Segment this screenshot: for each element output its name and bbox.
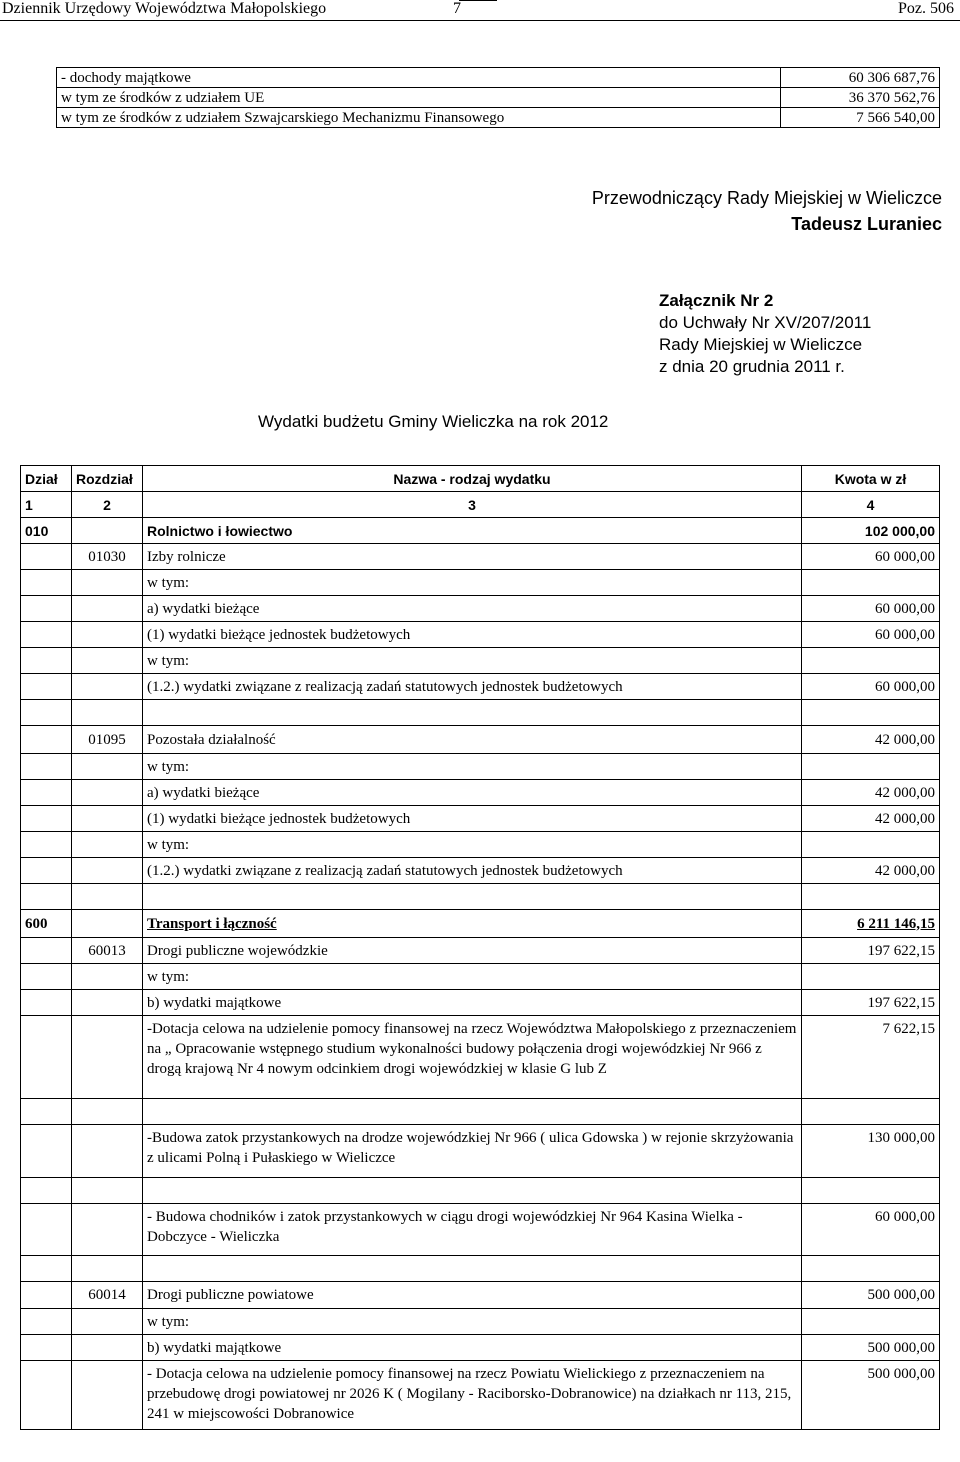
cell-nazwa: w tym: [143, 832, 802, 858]
cell-kwota: 60 000,00 [802, 1204, 940, 1256]
dash-right [459, 0, 497, 1]
table-row [21, 700, 940, 726]
annex-block [659, 290, 871, 378]
cell-rozdzial [72, 700, 143, 726]
cell-kwota: 42 000,00 [802, 726, 940, 754]
cell-kwota [802, 1099, 940, 1125]
cell-dzial [21, 1335, 72, 1361]
table-row [21, 570, 940, 596]
cell-dzial [21, 806, 72, 832]
cell-kwota: 42 000,00 [802, 806, 940, 832]
cell-nazwa: a) wydatki bieżące [143, 596, 802, 622]
cell-nazwa: Transport i łączność [143, 910, 802, 938]
cell-rozdzial [72, 1361, 143, 1430]
annex-title: Załącznik Nr 2 [659, 291, 774, 310]
column-number: 3 [143, 492, 802, 518]
table-row [21, 832, 940, 858]
summary-value: 36 370 562,76 [781, 88, 940, 108]
summary-label: w tym ze środków z udziałem Szwajcarskiego Mechanizmu Finansowego [57, 108, 781, 128]
cell-nazwa: - Budowa chodników i zatok przystankowych w ciągu drogi wojewódzkiej Nr 964 Kasina Wielka - Dobczyce - Wieliczka [143, 1204, 802, 1256]
header-nazwa: Nazwa - rodzaj wydatku [143, 466, 802, 492]
cell-rozdzial [72, 990, 143, 1016]
table-row [21, 622, 940, 648]
table-row [21, 1016, 940, 1099]
cell-kwota: 6 211 146,15 [802, 910, 940, 938]
cell-dzial [21, 832, 72, 858]
cell-kwota [802, 648, 940, 674]
table-row [21, 806, 940, 832]
cell-rozdzial [72, 1256, 143, 1282]
cell-nazwa [143, 884, 802, 910]
annex-line: do Uchwały Nr XV/207/2011 [659, 313, 872, 332]
cell-dzial [21, 754, 72, 780]
cell-rozdzial [72, 1016, 143, 1099]
annex-line: z dnia 20 grudnia 2011 r. [659, 357, 845, 376]
cell-dzial [21, 1125, 72, 1178]
cell-rozdzial [72, 1178, 143, 1204]
table-row [21, 780, 940, 806]
cell-kwota [802, 832, 940, 858]
column-number: 4 [802, 492, 940, 518]
cell-dzial [21, 1204, 72, 1256]
cell-nazwa: w tym: [143, 754, 802, 780]
cell-dzial [21, 1016, 72, 1099]
cell-rozdzial [72, 910, 143, 938]
cell-rozdzial [72, 648, 143, 674]
signature-name: Tadeusz Luraniec [791, 214, 942, 234]
cell-nazwa: Rolnictwo i łowiectwo [143, 518, 802, 544]
cell-rozdzial [72, 1204, 143, 1256]
table-row [21, 990, 940, 1016]
summary-row [57, 88, 940, 108]
table-row [21, 1099, 940, 1125]
cell-rozdzial [72, 780, 143, 806]
summary-row [57, 68, 940, 88]
cell-rozdzial [72, 964, 143, 990]
cell-dzial [21, 1309, 72, 1335]
cell-kwota: 102 000,00 [802, 518, 940, 544]
cell-rozdzial [72, 806, 143, 832]
cell-nazwa: a) wydatki bieżące [143, 780, 802, 806]
cell-kwota: 60 000,00 [802, 674, 940, 700]
cell-kwota: 60 000,00 [802, 596, 940, 622]
cell-kwota [802, 964, 940, 990]
cell-dzial [21, 1178, 72, 1204]
cell-rozdzial [72, 570, 143, 596]
cell-nazwa [143, 1256, 802, 1282]
table-row [21, 754, 940, 780]
cell-dzial [21, 1361, 72, 1430]
table-row [21, 544, 940, 570]
cell-dzial [21, 648, 72, 674]
cell-rozdzial [72, 884, 143, 910]
cell-dzial [21, 858, 72, 884]
cell-rozdzial [72, 1309, 143, 1335]
cell-nazwa [143, 700, 802, 726]
cell-kwota [802, 1178, 940, 1204]
cell-rozdzial [72, 858, 143, 884]
cell-rozdzial [72, 832, 143, 858]
cell-nazwa: Izby rolnicze [143, 544, 802, 570]
column-number-row [21, 492, 940, 518]
cell-nazwa [143, 1178, 802, 1204]
cell-rozdzial [72, 674, 143, 700]
cell-nazwa: -Dotacja celowa na udzielenie pomocy finansowej na rzecz Województwa Małopolskiego z przeznaczeniem na „ Opracowanie wstępnego studium wykonalności budowy połączenia drogi wojewódzkiej Nr 966 z drogą krajową Nr 4 nowym odcinkiem drogi wojewódzkiej w klasie G lub Z [143, 1016, 802, 1099]
cell-nazwa: (1.2.) wydatki związane z realizacją zadań statutowych jednostek budżetowych [143, 858, 802, 884]
page-number-value: 7 [453, 0, 461, 17]
cell-rozdzial: 01030 [72, 544, 143, 570]
cell-dzial: 010 [21, 518, 72, 544]
cell-rozdzial [72, 754, 143, 780]
cell-kwota: 500 000,00 [802, 1335, 940, 1361]
cell-dzial [21, 726, 72, 754]
journal-title: Dziennik Urzędowy Województwa Małopolskiego [2, 0, 327, 17]
cell-kwota [802, 700, 940, 726]
column-number: 1 [21, 492, 72, 518]
signature-role: Przewodniczący Rady Miejskiej w Wieliczce [591, 188, 942, 208]
table-row [21, 858, 940, 884]
cell-nazwa: (1) wydatki bieżące jednostek budżetowych [143, 806, 802, 832]
cell-dzial [21, 884, 72, 910]
cell-kwota [802, 754, 940, 780]
cell-dzial [21, 990, 72, 1016]
page-header [0, 0, 960, 21]
cell-dzial [21, 570, 72, 596]
header-rozdzial: Rozdział [72, 466, 143, 492]
table-row [21, 1335, 940, 1361]
cell-nazwa: Drogi publiczne wojewódzkie [143, 938, 802, 964]
table-row [21, 518, 940, 544]
cell-kwota: 130 000,00 [802, 1125, 940, 1178]
table-row [21, 596, 940, 622]
table-row [21, 1125, 940, 1178]
cell-rozdzial [72, 1125, 143, 1178]
table-header-row [21, 466, 940, 492]
cell-dzial [21, 596, 72, 622]
cell-nazwa: (1.2.) wydatki związane z realizacją zadań statutowych jednostek budżetowych [143, 674, 802, 700]
table-row [21, 964, 940, 990]
summary-value: 7 566 540,00 [781, 108, 940, 128]
cell-dzial [21, 1256, 72, 1282]
cell-nazwa: b) wydatki majątkowe [143, 990, 802, 1016]
cell-dzial [21, 700, 72, 726]
table-row [21, 1309, 940, 1335]
summary-label: w tym ze środków z udziałem UE [57, 88, 781, 108]
table-row [21, 884, 940, 910]
cell-nazwa: w tym: [143, 964, 802, 990]
header-kwota: Kwota w zł [802, 466, 940, 492]
cell-kwota: 500 000,00 [802, 1282, 940, 1309]
cell-kwota: 197 622,15 [802, 990, 940, 1016]
cell-kwota: 197 622,15 [802, 938, 940, 964]
table-row [21, 648, 940, 674]
cell-rozdzial [72, 622, 143, 648]
cell-nazwa: w tym: [143, 1309, 802, 1335]
cell-rozdzial [72, 1335, 143, 1361]
table-row [21, 910, 940, 938]
cell-nazwa: -Budowa zatok przystankowych na drodze wojewódzkiej Nr 966 ( ulica Gdowska ) w rejonie skrzyżowania z ulicami Polną i Pułaskiego w Wieliczce [143, 1125, 802, 1178]
table-row [21, 1282, 940, 1309]
cell-nazwa: w tym: [143, 648, 802, 674]
cell-dzial [21, 780, 72, 806]
position-number: Poz. 506 [898, 0, 954, 17]
cell-dzial [21, 622, 72, 648]
cell-kwota: 42 000,00 [802, 858, 940, 884]
budget-title: Wydatki budżetu Gminy Wieliczka na rok 2012 [258, 412, 609, 431]
expenditure-table-body [21, 466, 940, 1430]
cell-dzial [21, 1099, 72, 1125]
cell-kwota: 42 000,00 [802, 780, 940, 806]
summary-table [56, 67, 940, 128]
table-row [21, 1361, 940, 1430]
annex-line: Rady Miejskiej w Wieliczce [659, 335, 863, 354]
cell-kwota [802, 884, 940, 910]
table-row [21, 1178, 940, 1204]
cell-nazwa: (1) wydatki bieżące jednostek budżetowych [143, 622, 802, 648]
cell-nazwa [143, 1099, 802, 1125]
cell-kwota [802, 1309, 940, 1335]
cell-rozdzial: 01095 [72, 726, 143, 754]
cell-kwota: 60 000,00 [802, 544, 940, 570]
cell-kwota [802, 1256, 940, 1282]
cell-dzial [21, 1282, 72, 1309]
table-row [21, 1204, 940, 1256]
cell-rozdzial: 60013 [72, 938, 143, 964]
cell-kwota: 7 622,15 [802, 1016, 940, 1099]
cell-rozdzial [72, 596, 143, 622]
cell-nazwa: - Dotacja celowa na udzielenie pomocy finansowej na rzecz Powiatu Wielickiego z przeznaczeniem na przebudowę drogi powiatowej nr 2026 K ( Mogilany - Raciborsko-Dobranowice) na działkach nr 113, 215, 241 w miejscowości Dobranowice [143, 1361, 802, 1430]
cell-kwota: 500 000,00 [802, 1361, 940, 1430]
cell-rozdzial [72, 518, 143, 544]
cell-rozdzial [72, 1099, 143, 1125]
cell-kwota: 60 000,00 [802, 622, 940, 648]
expenditure-table [20, 465, 940, 1430]
cell-dzial [21, 544, 72, 570]
table-row [21, 726, 940, 754]
cell-dzial: 600 [21, 910, 72, 938]
summary-label: - dochody majątkowe [57, 68, 781, 88]
cell-nazwa: Drogi publiczne powiatowe [143, 1282, 802, 1309]
table-row [21, 674, 940, 700]
cell-rozdzial: 60014 [72, 1282, 143, 1309]
table-row [21, 938, 940, 964]
cell-nazwa: Pozostała działalność [143, 726, 802, 754]
header-dzial: Dział [21, 466, 72, 492]
cell-nazwa: b) wydatki majątkowe [143, 1335, 802, 1361]
cell-dzial [21, 964, 72, 990]
cell-kwota [802, 570, 940, 596]
summary-value: 60 306 687,76 [781, 68, 940, 88]
summary-row [57, 108, 940, 128]
table-row [21, 1256, 940, 1282]
column-number: 2 [72, 492, 143, 518]
cell-dzial [21, 674, 72, 700]
cell-nazwa: w tym: [143, 570, 802, 596]
cell-dzial [21, 938, 72, 964]
